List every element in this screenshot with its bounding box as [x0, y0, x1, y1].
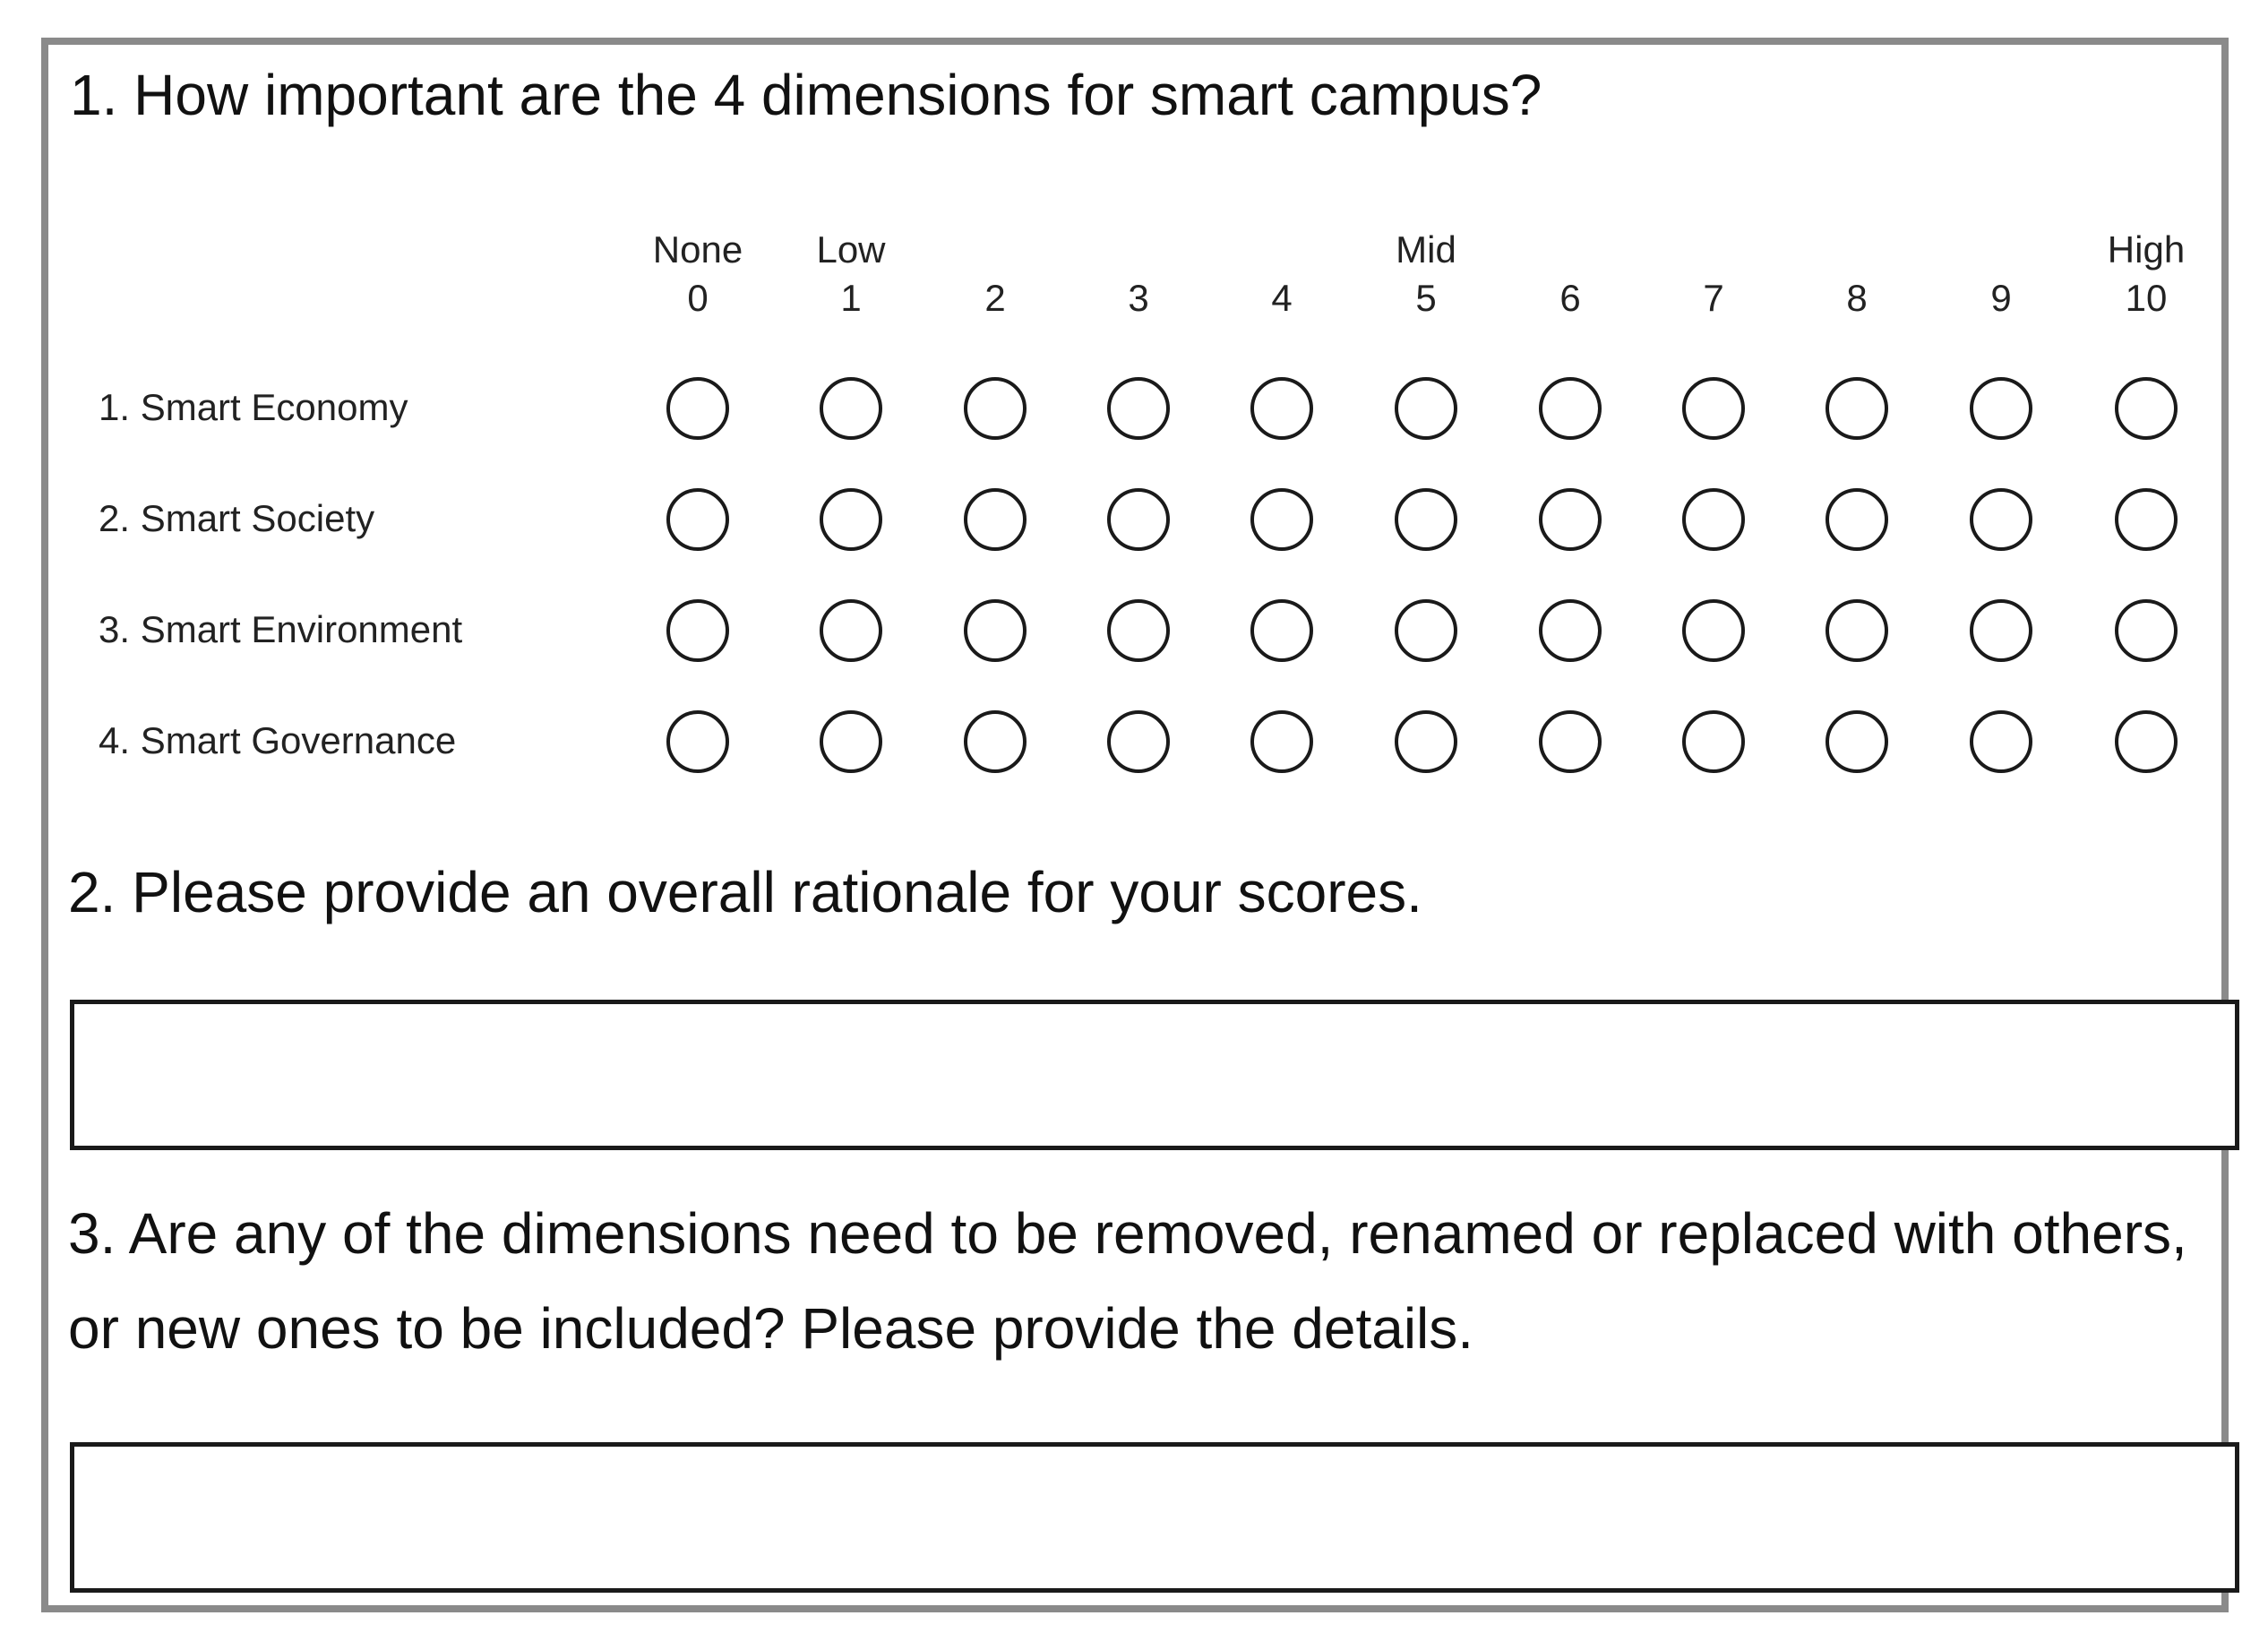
scale-label-10: High	[2107, 228, 2186, 271]
scale-number-3: 3	[1128, 277, 1149, 319]
row-label-smart-society: 2. Smart Society	[99, 497, 375, 539]
scale-number-6: 6	[1559, 277, 1581, 319]
radio-smart-economy-8[interactable]	[1826, 377, 1888, 440]
scale-label-4	[1215, 226, 1349, 274]
radio-smart-governance-5[interactable]	[1395, 710, 1457, 773]
radio-smart-society-5[interactable]	[1395, 488, 1457, 551]
scale-column-9	[1934, 226, 2068, 322]
dimension-changes-textbox[interactable]	[70, 1442, 2239, 1593]
radio-smart-environment-9[interactable]	[1970, 599, 2032, 662]
scale-column-4	[1215, 226, 1349, 322]
radio-smart-environment-4[interactable]	[1250, 599, 1313, 662]
question-3-title: 3. Are any of the dimensions need to be removed, renamed or replaced with others, or new ones to be included? Please provide the details.	[68, 1201, 2187, 1361]
scale-column-0	[631, 226, 765, 322]
radio-smart-economy-1[interactable]	[820, 377, 882, 440]
rationale-textbox[interactable]	[70, 1000, 2239, 1150]
radio-smart-environment-10[interactable]	[2115, 599, 2178, 662]
scale-number-10: 10	[2125, 277, 2168, 319]
scale-column-1	[784, 226, 918, 322]
radio-smart-society-8[interactable]	[1826, 488, 1888, 551]
radio-smart-environment-0[interactable]	[666, 599, 729, 662]
radio-smart-governance-0[interactable]	[666, 710, 729, 773]
scale-column-8	[1790, 226, 1924, 322]
radio-smart-governance-1[interactable]	[820, 710, 882, 773]
scale-label-5: Mid	[1396, 228, 1456, 271]
radio-smart-society-9[interactable]	[1970, 488, 2032, 551]
radio-smart-governance-2[interactable]	[964, 710, 1027, 773]
scale-number-7: 7	[1703, 277, 1724, 319]
scale-number-8: 8	[1846, 277, 1868, 319]
radio-smart-economy-10[interactable]	[2115, 377, 2178, 440]
scale-column-5	[1359, 226, 1493, 322]
radio-smart-governance-10[interactable]	[2115, 710, 2178, 773]
scale-column-6	[1503, 226, 1637, 322]
scale-label-7	[1646, 226, 1781, 274]
scale-label-6	[1503, 226, 1637, 274]
scale-label-9	[1934, 226, 2068, 274]
scale-number-0: 0	[687, 277, 709, 319]
scale-number-9: 9	[1990, 277, 2012, 319]
radio-smart-environment-6[interactable]	[1539, 599, 1602, 662]
scale-column-3	[1071, 226, 1206, 322]
survey-form	[41, 38, 2229, 1612]
radio-smart-governance-7[interactable]	[1682, 710, 1745, 773]
radio-smart-economy-6[interactable]	[1539, 377, 1602, 440]
row-label-smart-environment: 3. Smart Environment	[99, 608, 463, 650]
scale-column-10	[2079, 226, 2213, 322]
radio-smart-governance-3[interactable]	[1107, 710, 1170, 773]
radio-smart-environment-7[interactable]	[1682, 599, 1745, 662]
radio-smart-society-2[interactable]	[964, 488, 1027, 551]
radio-smart-governance-4[interactable]	[1250, 710, 1313, 773]
radio-smart-society-7[interactable]	[1682, 488, 1745, 551]
radio-smart-environment-3[interactable]	[1107, 599, 1170, 662]
radio-smart-economy-9[interactable]	[1970, 377, 2032, 440]
radio-smart-governance-8[interactable]	[1826, 710, 1888, 773]
radio-smart-society-3[interactable]	[1107, 488, 1170, 551]
radio-smart-environment-8[interactable]	[1826, 599, 1888, 662]
radio-smart-society-0[interactable]	[666, 488, 729, 551]
radio-smart-governance-6[interactable]	[1539, 710, 1602, 773]
row-label-smart-economy: 1. Smart Economy	[99, 386, 408, 428]
scale-number-1: 1	[840, 277, 862, 319]
radio-smart-economy-7[interactable]	[1682, 377, 1745, 440]
radio-smart-economy-2[interactable]	[964, 377, 1027, 440]
scale-number-5: 5	[1415, 277, 1437, 319]
scale-number-2: 2	[984, 277, 1006, 319]
scale-label-1: Low	[816, 228, 886, 271]
radio-smart-society-1[interactable]	[820, 488, 882, 551]
radio-smart-economy-5[interactable]	[1395, 377, 1457, 440]
scale-label-8	[1790, 226, 1924, 274]
scale-label-0: None	[652, 228, 743, 271]
radio-smart-society-4[interactable]	[1250, 488, 1313, 551]
radio-smart-governance-9[interactable]	[1970, 710, 2032, 773]
radio-smart-economy-0[interactable]	[666, 377, 729, 440]
radio-smart-society-10[interactable]	[2115, 488, 2178, 551]
radio-smart-environment-1[interactable]	[820, 599, 882, 662]
radio-smart-environment-5[interactable]	[1395, 599, 1457, 662]
radio-smart-environment-2[interactable]	[964, 599, 1027, 662]
row-label-smart-governance: 4. Smart Governance	[99, 719, 457, 761]
scale-column-2	[928, 226, 1062, 322]
question-2-title: 2. Please provide an overall rationale for your scores.	[68, 860, 1422, 924]
scale-column-7	[1646, 226, 1781, 322]
radio-smart-society-6[interactable]	[1539, 488, 1602, 551]
scale-label-2	[928, 226, 1062, 274]
radio-smart-economy-4[interactable]	[1250, 377, 1313, 440]
question-1-title: 1. How important are the 4 dimensions for smart campus?	[70, 63, 1542, 127]
radio-smart-economy-3[interactable]	[1107, 377, 1170, 440]
scale-label-3	[1071, 226, 1206, 274]
scale-number-4: 4	[1271, 277, 1293, 319]
